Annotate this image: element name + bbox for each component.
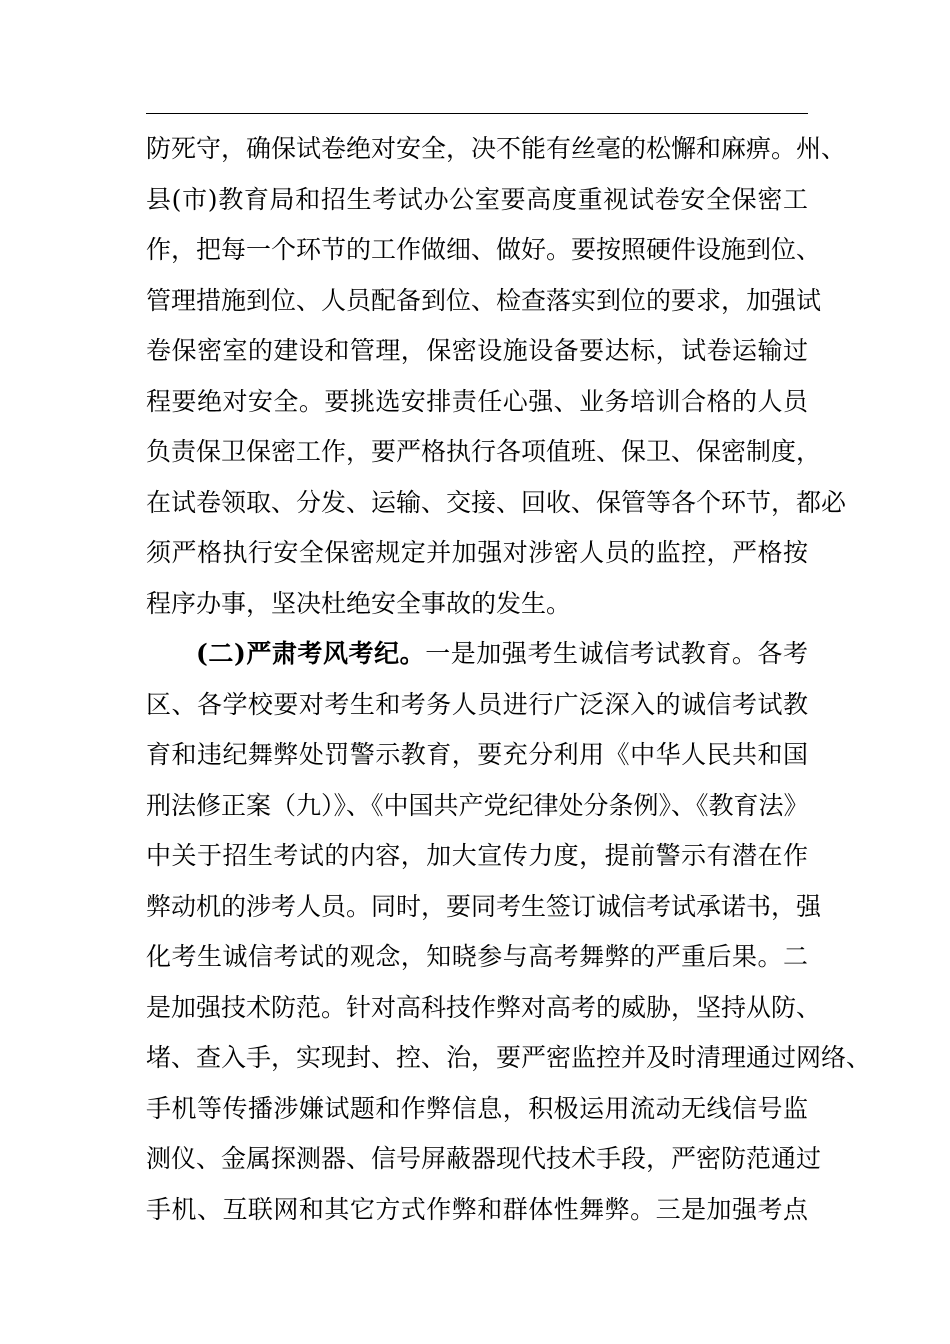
text-line [146, 629, 808, 680]
text-line: 负责保卫保密工作，要严格执行各项值班、保卫、保密制度， [146, 437, 822, 466]
text-line: 作，把每一个环节的工作做细、做好。要按照硬件设施到位、 [146, 235, 822, 264]
header-rule [146, 113, 808, 114]
text-line: 弊动机的涉考人员。同时，要同考生签订诚信考试承诺书，强 [146, 891, 822, 921]
text-line: 是加强技术防范。针对高科技作弊对高考的威胁，坚持从防、 [146, 992, 822, 1022]
text-line: 手机等传播涉嫌试题和作弊信息，积极运用流动无线信号监 [146, 1093, 808, 1123]
text-line: 区、各学校要对考生和考务人员进行广泛深入的诚信考试教 [146, 689, 808, 719]
text-line: 化考生诚信考试的观念，知晓参与高考舞弊的严重后果。二 [146, 942, 808, 971]
text-line: 手机、互联网和其它方式作弊和群体性舞弊。三是加强考点 [146, 1194, 808, 1224]
text-line: 刑法修正案（九）》、《中国共产党纪律处分条例》、《教育法》 [146, 790, 809, 820]
text-line: 堵、查入手，实现封、控、治，要严密监控并及时清理通过网络、 [146, 1043, 872, 1072]
paragraph-2 [146, 629, 872, 1235]
text-line: 程序办事，坚决杜绝安全事故的发生。 [146, 588, 572, 618]
text-line: 测仪、金属探测器、信号屏蔽器现代技术手段，严密防范通过 [146, 1144, 822, 1173]
text-line: 卷保密室的建设和管理，保密设施设备要达标，试卷运输过 [146, 336, 808, 365]
text-line: 中关于招生考试的内容，加大宣传力度，提前警示有潜在作 [146, 841, 808, 870]
text-line: 在试卷领取、分发、运输、交接、回收、保管等各个环节，都必 [146, 487, 847, 517]
text-run: 一是加强考生诚信考试教育。各考 [425, 639, 808, 668]
text-line: 须严格执行安全保密规定并加强对涉密人员的监控，严格按 [146, 538, 808, 567]
text-line: 管理措施到位、人员配备到位、检查落实到位的要求，加强试 [146, 285, 822, 315]
section-heading: (二)严肃考风考纪。 [196, 639, 426, 668]
paragraph-1 [146, 124, 847, 629]
text-line: 防死守，确保试卷绝对安全，决不能有丝毫的松懈和麻痹。州、 [146, 134, 847, 163]
text-line: 县(市)教育局和招生考试办公室要高度重视试卷安全保密工 [146, 184, 808, 214]
text-line: 育和违纪舞弊处罚警示教育，要充分利用《中华人民共和国 [146, 740, 808, 769]
document-body [146, 124, 872, 1235]
text-line: 程要绝对安全。要挑选安排责任心强、业务培训合格的人员 [146, 386, 808, 416]
